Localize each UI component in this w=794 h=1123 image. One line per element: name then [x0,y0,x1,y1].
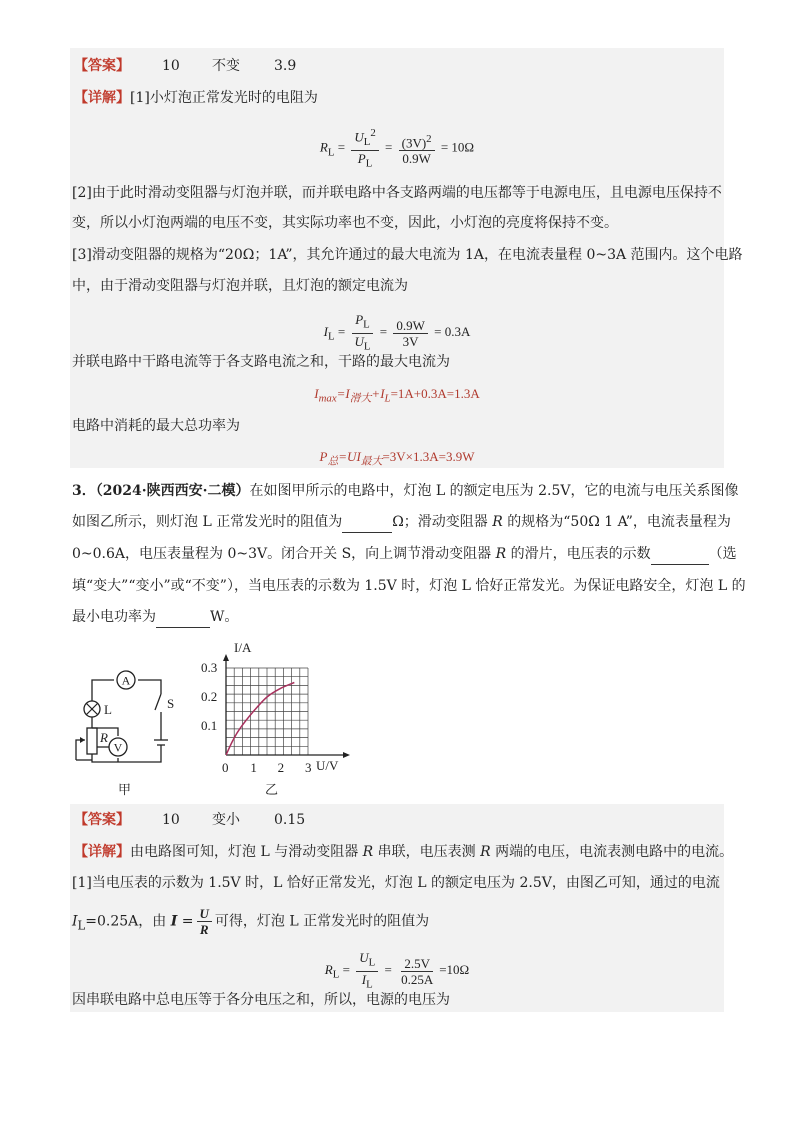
eq-sub: L [365,157,373,170]
eq-symbol: I [170,913,178,930]
question-text: （选 [708,546,737,562]
eq-symbol: I [72,913,78,930]
question-line-1 [72,481,739,501]
question-text: 的规格为“50Ω 1 A”，电流表量程为 [507,514,731,530]
eq-symbol: R [199,922,209,937]
detail-text: 串联，电压表测 [377,844,476,860]
detail-line-4: 并联电路中干路电流等于各支路电流之和，干路的最大电流为 [72,354,450,370]
fraction [393,318,428,349]
switch-label: S [167,696,175,711]
eq-text: 0.9W [393,318,428,334]
eq-symbol: R [324,962,333,978]
eq-symbol: U [354,129,364,145]
eq-text: P [319,449,328,464]
x-tick-label: 0 [222,760,229,775]
eq-sub: L [363,135,371,148]
question-text: W。 [210,609,239,625]
answer-tag: 【答案】 [74,812,130,828]
fraction [398,956,436,987]
eq-sub: L [327,146,335,159]
iu-chart [198,636,358,800]
detail2-line-4: 因串联电路中总电压等于各分电压之和，所以，电源的电压为 [72,992,450,1008]
eq-symbol: I [323,324,328,340]
question-text: 最小电功率为 [72,609,156,625]
detail-line-1 [74,88,318,108]
eq-text: = 10Ω [440,139,475,155]
detail2-line-2: [1]当电压表的示数为 1.5V 时，L 恰好正常发光，灯泡 L 的额定电压为 2.5V，由图乙可知，通过的电流 [72,875,720,891]
eq-sub: 最大 [360,455,383,468]
eq-text: I [314,386,319,401]
x-tick-label: 2 [277,760,285,775]
eq-symbol: P [355,312,364,327]
eq-text: 0.9W [402,150,431,166]
eq-sub: L [332,968,340,981]
question-number: 3． [72,483,96,499]
fraction [356,950,378,992]
answer-value-3: 3.9 [274,58,297,74]
eq-text: 3V [402,333,419,349]
fraction [197,906,212,937]
detail2-line-3: $I_L=0.25A$，由 I = $\frac{U}{R}$ 可得，灯泡 L 正常发光时的阻值为 [72,906,430,937]
answer-value-2: 变小 [212,812,240,828]
eq-sub: L [384,392,391,405]
iu-curve [226,683,294,756]
question-line-5 [72,607,238,628]
eq-sub: L [368,956,376,969]
eq-text: =10Ω [439,962,470,978]
fraction [351,126,378,172]
lamp-label: L [104,702,112,717]
y-axis-arrow [223,654,229,661]
symbol-R: R [362,844,374,860]
x-axis-arrow [343,752,350,758]
answer-blank-3[interactable] [156,607,210,628]
eq-sub: L [77,918,86,933]
symbol-R: R [480,844,491,860]
detail-text: [1]小灯泡正常发光时的电阻为 [130,90,318,106]
ammeter-label: A [121,673,131,688]
equation-max-power [70,447,724,472]
question-line-2 [72,512,731,533]
question-text: 如图乙所示，则灯泡 L 正常发光时的阻值为 [72,514,343,530]
eq-text: = 0.3A [434,324,471,340]
symbol-R: R [492,514,503,530]
answer-line-2 [74,810,306,830]
fraction [351,312,373,354]
eq-text: =UI [338,449,361,464]
equation-resistance: $R_L$ = $\frac{U_L^2}{P_L}$ = $\frac{(3V)^2}{0.9W}$ = 10Ω [319,127,475,170]
y-tick-label: 0.2 [201,689,218,704]
y-axis-label: I/A [234,640,252,655]
question-source: （2024·陕西西安·二模） [95,483,250,499]
x-tick-label: 1 [250,760,257,775]
eq-text: 2.5V [401,956,433,972]
detail-tag: 【详解】 [74,844,130,860]
symbol-R: R [495,546,507,562]
question-text: 在如图甲所示的电路中，灯泡 L 的额定电压为 2.5V，它的电流与电压关系图像 [249,483,739,499]
detail-line-3a: [3]滑动变阻器的规格为“20Ω；1A”，其允许通过的最大电流为 1A，在电流表量程 0~3A 范围内。这个电路 [72,247,743,263]
answer-value-2: 不变 [212,58,240,74]
detail-text: 两端的电压，电流表测电路中的电流。 [495,844,734,860]
eq-text: =1A+0.3A=1.3A [390,386,480,401]
question-text: Ω；滑动变阻器 [392,514,488,530]
x-tick-label: 3 [305,760,312,775]
detail-tag: 【详解】 [74,90,130,106]
detail-line-2b: 变，所以小灯泡两端的电压不变，其实际功率也不变，因此，小灯泡的亮度将保持不变。 [72,215,618,231]
equation-current: $I_L$ = $\frac{P_L}{U_L}$ = $\frac{0.9W}{3V}$ = 0.3A [323,312,471,353]
y-tick-label: 0.3 [201,660,218,675]
eq-sub: L [363,318,370,331]
detail-text: 可得，灯泡 L 正常发光时的阻值为 [214,913,430,930]
equation-lamp-resistance: $R_L$ = $\frac{U_L}{I_L}$ = $\frac{2.5V}{0.25A}$ =10Ω [324,950,470,991]
eq-text: =I [336,386,350,401]
eq-sub: max [318,392,337,405]
figure-caption-yi: 乙 [265,782,279,797]
detail-line-5: 电路中消耗的最大总功率为 [72,418,240,434]
eq-sup: 2 [426,132,432,145]
detail-text: 由电路图可知，灯泡 L 与滑动变阻器 [130,844,359,860]
rheostat-label: R [100,730,108,745]
eq-symbol: U [354,333,364,349]
figure-caption-jia: 甲 [118,782,132,797]
question-text: 0~0.6A，电压表量程为 0~3V。闭合开关 S，向上调节滑动变阻器 [72,546,492,562]
y-tick-label: 0.1 [201,718,218,733]
eq-sub: 滑大 [349,392,372,405]
eq-text: 0.25A [401,971,434,987]
detail-line-3b: 中，由于滑动变阻器与灯泡并联，且灯泡的额定电流为 [72,278,408,294]
answer-tag: 【答案】 [74,58,130,74]
answer-value-3: 0.15 [274,812,306,828]
answer-value-1: 10 [162,58,180,74]
detail-line-2a: [2]由于此时滑动变阻器与灯泡并联，而并联电路中各支路两端的电压都等于电源电压，且电源电压保持不 [72,185,722,201]
eq-sub: L [328,330,335,343]
question-line-4: 填“变大”“变小”或“不变”），当电压表的示数为 1.5V 时，灯泡 L 恰好正常发光。为保证电路安全，灯泡 L 的 [72,578,746,594]
eq-symbol: R [319,139,328,155]
circuit-diagram [66,662,186,798]
detail2-line-1 [74,842,733,862]
question-text: 的滑片，电压表的示数 [510,546,651,562]
answer-line-1 [74,56,297,76]
eq-symbol: U [199,906,209,921]
eq-sup: 2 [370,127,376,139]
eq-text: =3V×1.3A=3.9W [382,449,475,464]
eq-text: (3V) [401,134,427,150]
eq-sub: 总 [327,455,339,468]
question-line-3 [72,544,737,565]
voltmeter-label: V [113,740,123,755]
eq-text: +I [371,386,385,401]
eq-sub: L [363,340,371,353]
detail-text: =0.25A，由 [85,913,167,930]
answer-blank-2[interactable] [651,544,709,565]
x-axis-label: U/V [316,758,339,773]
answer-value-1: 10 [162,812,180,828]
eq-symbol: I [361,971,367,987]
eq-sub: L [366,978,373,991]
eq-symbol: U [359,950,369,965]
eq-symbol: P [357,150,366,166]
fraction [399,132,435,166]
equation-max-current [70,384,724,409]
answer-blank-1[interactable] [342,512,392,533]
